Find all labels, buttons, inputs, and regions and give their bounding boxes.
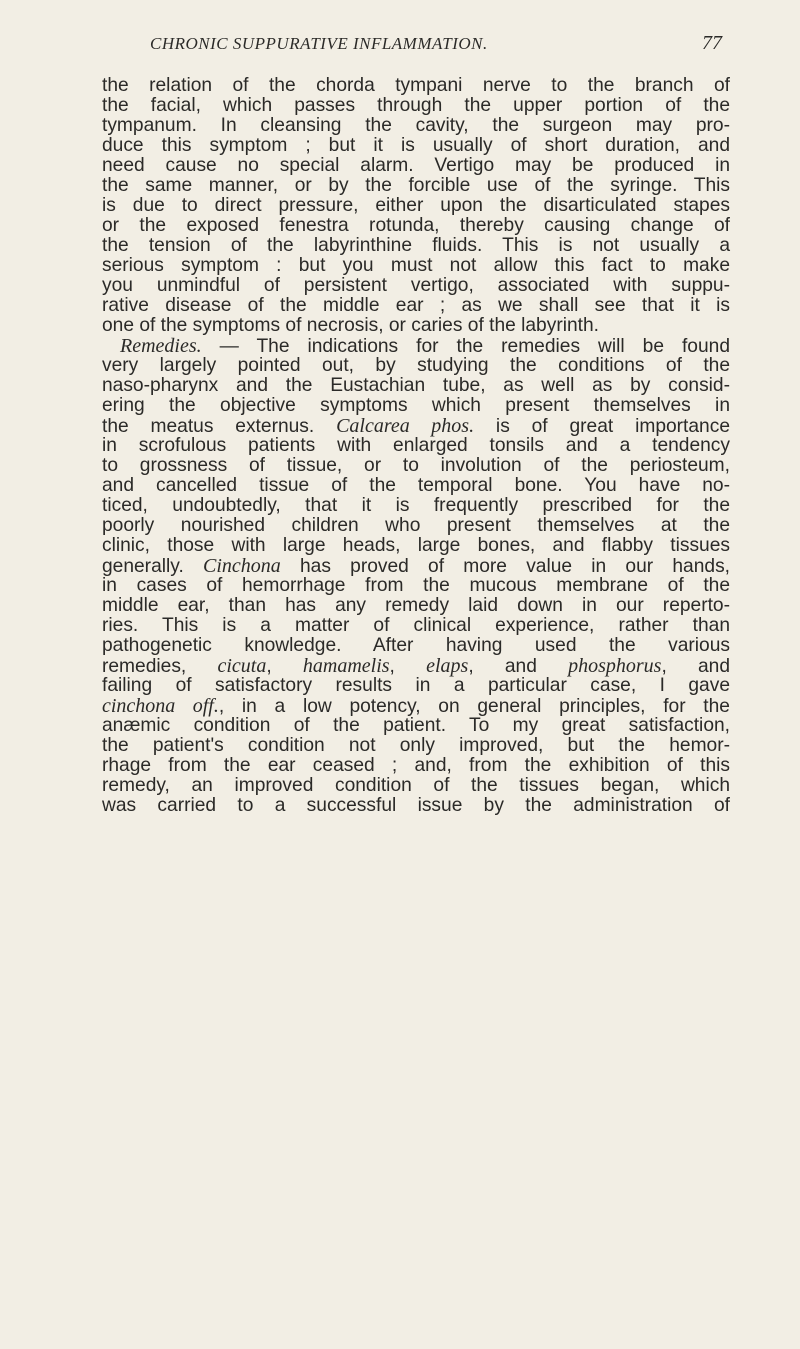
text-run: pathogenetic knowledge. After having used the various bbox=[102, 635, 730, 656]
text-run: serious symptom : but you must not allow this fact to make bbox=[102, 255, 730, 276]
text-run: to grossness of tissue, or to involution of the periosteum, bbox=[102, 455, 730, 476]
text-run: the same manner, or by the forcible use of the syringe. This bbox=[102, 175, 730, 196]
text-run: generally. bbox=[102, 556, 203, 577]
italic-term: Remedies. bbox=[120, 335, 202, 357]
text-line bbox=[102, 176, 730, 196]
text-line bbox=[102, 616, 730, 636]
text-run: ticed, undoubtedly, that it is frequently prescribed for the bbox=[102, 495, 730, 516]
text-line bbox=[102, 436, 730, 456]
text-line bbox=[102, 296, 730, 316]
text-line bbox=[102, 716, 730, 736]
text-line bbox=[102, 196, 730, 216]
text-run: the relation of the chorda tympani nerve to the branch of bbox=[102, 75, 730, 96]
text-run: one of the symptoms of necrosis, or caries of the labyrinth. bbox=[102, 315, 599, 336]
text-run: , bbox=[266, 656, 303, 677]
text-run: and cancelled tissue of the temporal bone. You have no- bbox=[102, 475, 730, 496]
text-line bbox=[102, 576, 730, 596]
text-line bbox=[102, 336, 730, 356]
text-run: duce this symptom ; but it is usually of short duration, and bbox=[102, 135, 730, 156]
text-line bbox=[102, 556, 730, 576]
text-line bbox=[102, 476, 730, 496]
text-line bbox=[102, 76, 730, 96]
page-header bbox=[150, 34, 740, 58]
text-run: remedy, an improved condition of the tissues began, which bbox=[102, 775, 730, 796]
text-run: was carried to a successful issue by the administration of bbox=[102, 795, 730, 816]
text-run: remedies, bbox=[102, 656, 218, 677]
text-line bbox=[102, 276, 730, 296]
text-line bbox=[102, 696, 730, 716]
text-run: has proved of more value in our hands, bbox=[280, 556, 730, 577]
text-run: , and bbox=[468, 656, 569, 677]
text-line bbox=[102, 256, 730, 276]
text-run: ries. This is a matter of clinical experience, rather than bbox=[102, 615, 730, 636]
text-run: , in a low potency, on general principles, for the bbox=[218, 696, 730, 717]
body-text bbox=[102, 76, 730, 816]
text-run: rhage from the ear ceased ; and, from the exhibition of this bbox=[102, 755, 730, 776]
text-run: the facial, which passes through the upper portion of the bbox=[102, 95, 730, 116]
text-line bbox=[102, 236, 730, 256]
italic-term: Cinchona bbox=[203, 555, 281, 577]
text-run: the patient's condition not only improved, but the hemor- bbox=[102, 735, 730, 756]
text-run: naso-pharynx and the Eustachian tube, as well as by consid- bbox=[102, 375, 730, 396]
text-run: middle ear, than has any remedy laid down in our reperto- bbox=[102, 595, 730, 616]
text-run: in scrofulous patients with enlarged tonsils and a tendency bbox=[102, 435, 730, 456]
text-run: the tension of the labyrinthine fluids. This is not usually a bbox=[102, 235, 730, 256]
text-line bbox=[102, 356, 730, 376]
text-run: very largely pointed out, by studying the conditions of the bbox=[102, 355, 730, 376]
text-run: ering the objective symptoms which present themselves in bbox=[102, 395, 730, 416]
text-line bbox=[102, 796, 730, 816]
text-line bbox=[102, 756, 730, 776]
text-line bbox=[102, 456, 730, 476]
text-run: is due to direct pressure, either upon the disarticulated stapes bbox=[102, 195, 730, 216]
text-run: or the exposed fenestra rotunda, thereby causing change of bbox=[102, 215, 730, 236]
text-line bbox=[102, 776, 730, 796]
text-line bbox=[102, 636, 730, 656]
running-head: CHRONIC SUPPURATIVE INFLAMMATION. bbox=[150, 34, 488, 53]
text-line bbox=[102, 96, 730, 116]
text-run: tympanum. In cleansing the cavity, the surgeon may pro- bbox=[102, 115, 730, 136]
text-line bbox=[102, 496, 730, 516]
text-run: in cases of hemorrhage from the mucous membrane of the bbox=[102, 575, 730, 596]
page-number: 77 bbox=[702, 32, 722, 54]
text-run: clinic, those with large heads, large bones, and flabby tissues bbox=[102, 535, 730, 556]
text-run: , and bbox=[661, 656, 730, 677]
italic-term: hamamelis bbox=[302, 655, 390, 677]
italic-term: cicuta bbox=[217, 655, 267, 677]
italic-term: elaps bbox=[426, 655, 469, 677]
text-line bbox=[102, 736, 730, 756]
text-line bbox=[102, 396, 730, 416]
text-run: the meatus externus. bbox=[102, 416, 337, 437]
text-line bbox=[102, 136, 730, 156]
text-line bbox=[102, 156, 730, 176]
text-line bbox=[102, 216, 730, 236]
text-run: — The indications for the remedies will be found bbox=[201, 336, 730, 357]
text-line bbox=[102, 516, 730, 536]
italic-term: phosphorus bbox=[568, 655, 662, 677]
text-line bbox=[102, 116, 730, 136]
text-run: anæmic condition of the patient. To my great satisfaction, bbox=[102, 715, 730, 736]
italic-term: Calcarea phos. bbox=[336, 415, 475, 437]
text-line bbox=[102, 676, 730, 696]
text-run: you unmindful of persistent vertigo, associated with suppu- bbox=[102, 275, 730, 296]
text-run: , bbox=[389, 656, 427, 677]
text-run: poorly nourished children who present themselves at the bbox=[102, 515, 730, 536]
text-line bbox=[102, 656, 730, 676]
text-line bbox=[102, 416, 730, 436]
text-run: need cause no special alarm. Vertigo may be produced in bbox=[102, 155, 730, 176]
text-line bbox=[102, 596, 730, 616]
text-line bbox=[102, 536, 730, 556]
text-line bbox=[102, 376, 730, 396]
text-run: is of great importance bbox=[474, 416, 730, 437]
text-line bbox=[102, 316, 730, 336]
text-run: failing of satisfactory results in a particular case, I gave bbox=[102, 675, 730, 696]
text-run: rative disease of the middle ear ; as we shall see that it is bbox=[102, 295, 730, 316]
italic-term: cinchona off. bbox=[102, 695, 219, 717]
